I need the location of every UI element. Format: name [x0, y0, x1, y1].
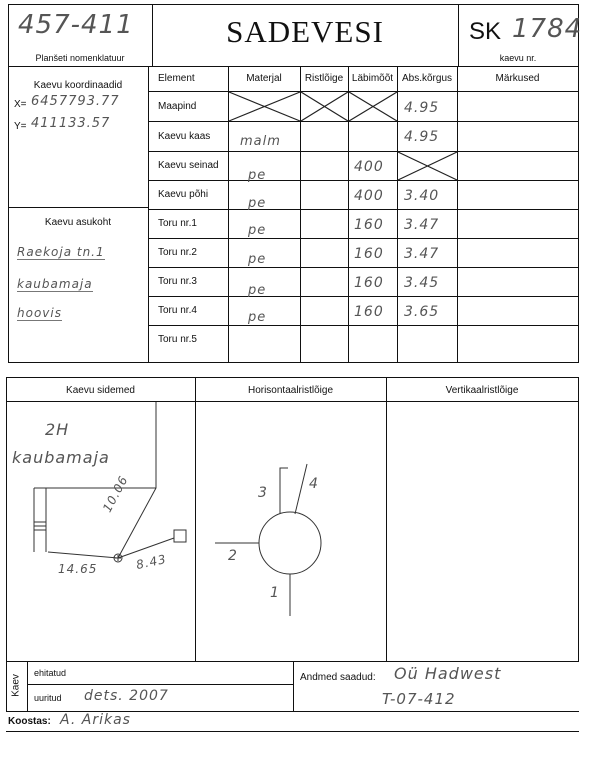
- andmed-value: T-07-412: [382, 690, 456, 708]
- header-markused: Märkused: [495, 73, 540, 84]
- material-value: pe: [248, 283, 267, 298]
- sk-prefix: SK: [469, 18, 502, 45]
- diameter-value: 400: [354, 159, 384, 175]
- sketch-col-title: Kaevu sidemed: [66, 385, 135, 396]
- location-sketch: [6, 402, 195, 661]
- building-label: 2H: [45, 420, 70, 439]
- elevation-value: 3.47: [404, 246, 440, 262]
- material-value: pe: [248, 223, 267, 238]
- header-abs: Abs.kõrgus: [401, 73, 453, 84]
- coords-heading: Kaevu koordinaadid: [33, 80, 123, 91]
- diameter-value: 160: [354, 246, 384, 262]
- dimension-label: 8.43: [134, 551, 168, 573]
- element-label: Toru nr.3: [158, 276, 197, 287]
- andmed-label: Andmed saadud:: [300, 672, 376, 683]
- kaev-label: Kaev: [10, 674, 22, 697]
- element-label: Kaevu põhi: [158, 189, 209, 200]
- header-material: Materjal: [246, 73, 282, 84]
- element-label: Toru nr.1: [158, 218, 197, 229]
- ehitatud-label: ehitatud: [34, 668, 67, 678]
- sketch-col-title: Vertikaalristlõige: [445, 385, 519, 396]
- elevation-value: 3.47: [404, 217, 440, 233]
- element-label: Maapind: [158, 101, 197, 112]
- pipe-number: 3: [258, 485, 268, 501]
- pipe-number: 1: [270, 585, 280, 601]
- location-heading: Kaevu asukoht: [44, 217, 112, 228]
- pipe-number: 2: [228, 548, 238, 564]
- elevation-value: 3.40: [404, 188, 440, 204]
- element-label: Kaevu seinad: [158, 160, 219, 171]
- diameter-value: 160: [354, 217, 384, 233]
- nomenclature-value: 457-411: [18, 10, 134, 40]
- elevation-value: 4.95: [404, 100, 440, 116]
- element-label: Toru nr.4: [158, 305, 197, 316]
- building-label: kaubamaja: [12, 448, 110, 467]
- header-ristloige: Ristlõige: [304, 73, 344, 84]
- element-label: Toru nr.2: [158, 247, 197, 258]
- element-label: Toru nr.5: [158, 334, 197, 345]
- material-value: pe: [248, 168, 267, 183]
- uuritud-value: dets. 2007: [84, 688, 169, 704]
- nomenclature-label: Planšeti nomenklatuur: [35, 53, 125, 63]
- pipe-number: 4: [309, 476, 319, 492]
- diameter-value: 160: [354, 275, 384, 291]
- header-labimoot: Läbimõõt: [351, 73, 394, 84]
- location-line: hoovis: [17, 306, 62, 320]
- material-value: pe: [248, 252, 267, 267]
- dimension-label: 10.06: [100, 473, 131, 515]
- sketch-col-title: Horisontaalristlõige: [247, 385, 334, 396]
- elevation-value: 3.65: [404, 304, 440, 320]
- sk-label: kaevu nr.: [499, 53, 537, 63]
- coord-x-label: X=: [14, 99, 27, 110]
- coord-y-label: Y=: [14, 121, 27, 132]
- elevation-value: 4.95: [404, 129, 440, 145]
- sk-number: 1784: [512, 14, 583, 44]
- material-value: malm: [240, 134, 281, 149]
- page-title: SADEVESI: [226, 14, 384, 49]
- location-line: kaubamaja: [17, 277, 93, 291]
- diameter-value: 160: [354, 304, 384, 320]
- coord-y-value: 411133.57: [31, 116, 111, 131]
- header-element: Element: [158, 73, 195, 84]
- element-label: Kaevu kaas: [158, 131, 211, 142]
- horizontal-section-sketch: [195, 402, 386, 661]
- diameter-value: 400: [354, 188, 384, 204]
- andmed-value: Oü Hadwest: [394, 664, 502, 683]
- material-value: pe: [248, 196, 267, 211]
- dimension-label: 14.65: [58, 562, 98, 576]
- location-line: Raekoja tn.1: [17, 245, 105, 259]
- material-value: pe: [248, 310, 267, 325]
- koostas-value: A. Arikas: [60, 712, 131, 728]
- koostas-label: Koostas:: [8, 716, 51, 727]
- coord-x-value: 6457793.77: [31, 94, 120, 109]
- uuritud-label: uuritud: [34, 693, 62, 703]
- elevation-value: 3.45: [404, 275, 440, 291]
